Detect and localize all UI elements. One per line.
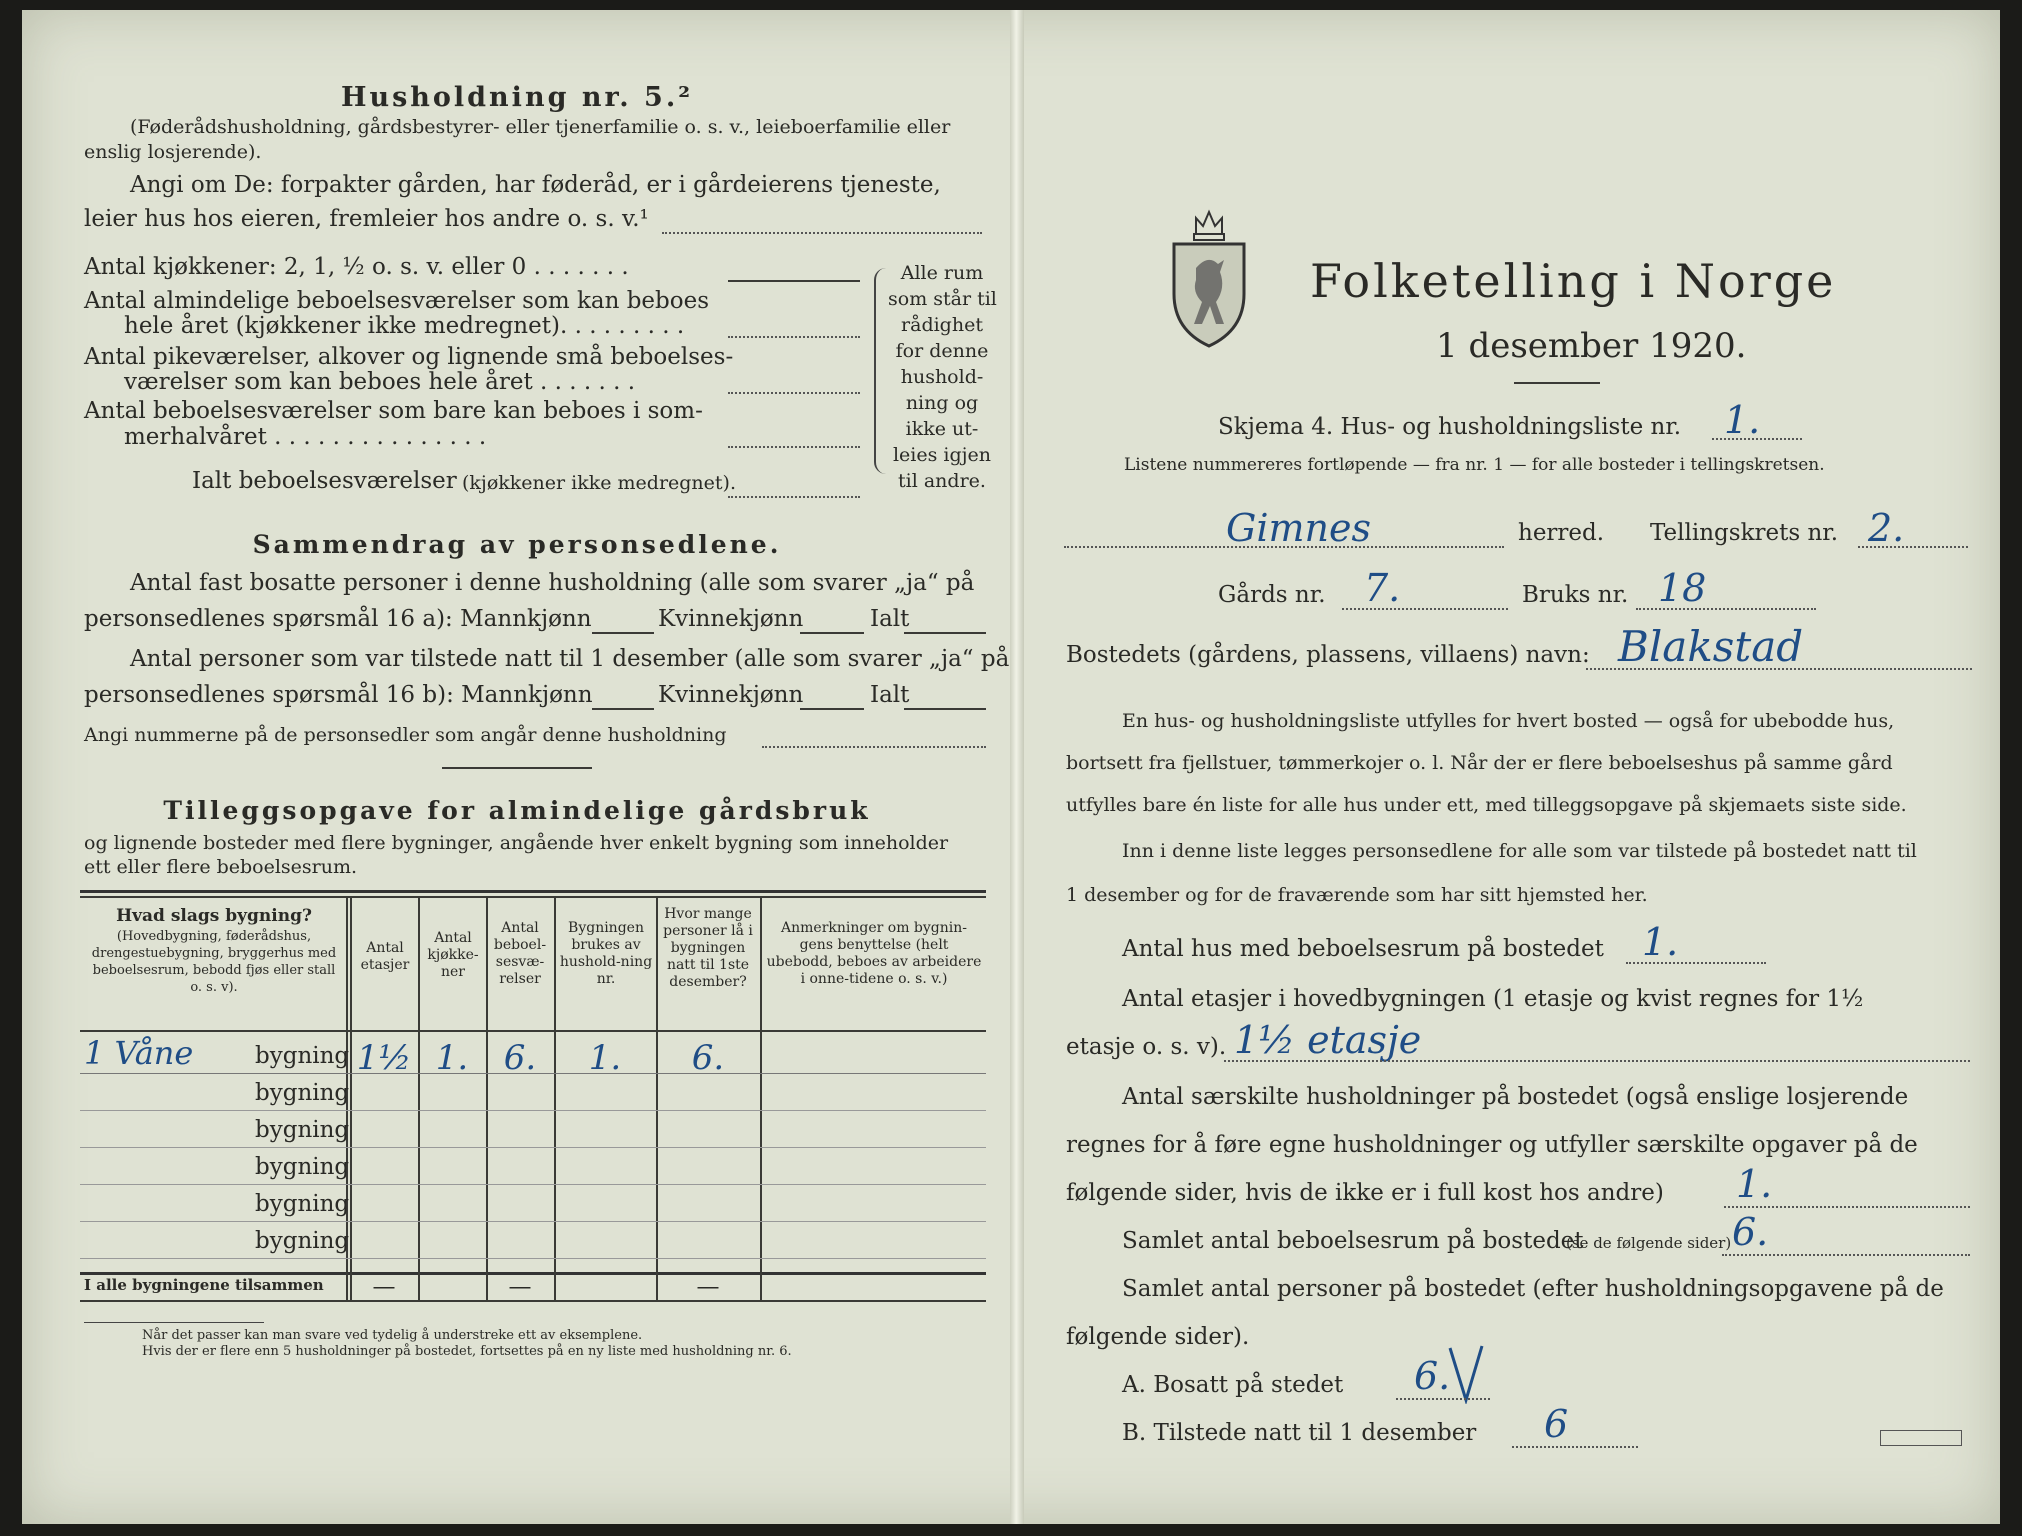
row-label: bygning [255,1043,350,1069]
tillegg-text-1: og lignende bosteder med flere bygninger, angående hver enkelt bygning som inneholder [84,832,949,854]
ialt-label-2: Ialt [870,682,910,708]
samlet-rum-label: Samlet antal beboelsesrum på bostedet [1122,1228,1584,1254]
row-label: bygning [255,1228,350,1254]
header-personer: Hvor mange personer lå i bygningen natt til 1ste desember? [663,906,753,990]
angi-nummer: Angi nummerne på de personsedler som angår denne husholdning [84,724,727,746]
gards-value: 7. [1364,566,1401,610]
antal-hus-label: Antal hus med beboelsesrum på bostedet [1122,936,1604,962]
row-1-etasjer: 1½ [356,1038,412,1078]
summary-line-1: Antal fast bosatte personer i denne husholdning (alle som svarer „ja“ på [130,570,975,596]
table-row [80,1075,986,1112]
rooms-line-7: merhalvåret . . . . . . . . . . . . . . . [124,424,487,450]
tellingskrets-label: Tellingskrets nr. [1650,520,1839,546]
gards-label: Gårds nr. [1218,582,1326,608]
skjema-label: Skjema 4. Hus- og husholdningsliste nr. [1218,414,1682,440]
tilstede-value: 6 [1544,1402,1569,1446]
building-table [80,890,986,1300]
row-label: bygning [255,1154,350,1180]
row-label: bygning [255,1080,350,1106]
tillegg-text-2: ett eller flere beboelsesrum. [84,856,358,878]
info-line-4: Inn i denne liste legges personsedlene for alle som var tilstede på bostedet natt til [1122,840,1917,862]
row-1-husholdning: 1. [588,1038,622,1078]
household-subnote-1: (Føderådshusholdning, gårdsbestyrer- eller tjenerfamilie o. s. v., leieboerfamilie eller [130,116,951,138]
kvinnekjonn-label-2: Kvinnekjønn [658,682,804,708]
rooms-line-3: hele året (kjøkkener ikke medregnet). . . . . . . . . [124,313,685,339]
info-line-1: En hus- og husholdningsliste utfylles for hvert bosted — også for ubebodde hus, [1122,710,1895,732]
listene-note: Listene nummereres fortløpende — fra nr. 1 — for alle bosteder i tellingskretsen. [1124,455,1825,475]
info-line-2: bortsett fra fjellstuer, tømmerkojer o. l. Når der er flere beboelseshus på samme gård [1066,752,1893,774]
census-form-sheet [22,10,2000,1524]
left-page: Husholdning nr. 5.² (Føderådshusholdning, gårdsbestyrer- eller tjenerfamilie o. s. v., leieboerfamilie eller enslig losjerende). Angi om De: forpakter gården, har føderåd, er i gårdeierens tjeneste, leier hus hos eieren, fremleier hos andre o. s. v.¹ Antal kjøkkener: 2, 1, ½ o. s. v. eller 0 . . . . . . . Antal almindelige beboelsesværelser som kan beboes hele året (kjøkkener ikke medregnet). . . . . . . . . Antal pikeværelser, alkover og lignende små beboelses- værelser som kan beboes hele året . . . . . . . Antal beboelsesværelser som bare kan beboes i som- merhalvåret . . . . . . . . . . . . . . . Ialt beboelsesværelser (kjøkkener ikke medregnet). Alle rum som står til rådighet for denne hushold- ning og ikke ut- leies igjen til andre. Sammendrag av personsedlene. Antal fast bosatte personer i denne husholdning (alle som svarer „ja“ på personsedlenes spørsmål 16 a): Mannkjønn Kvinnekjønn Ialt Antal personer som var tilstede natt til 1 desember (alle som svarer „ja“ på personsedlenes spørsmål 16 b): Mannkjønn Kvinnekjønn Ialt Angi nummerne på de personsedler som angår denne husholdning Tilleggsopgave for almindelige gårdsbruk og lignende bosteder med flere bygninger, angående hver enkelt bygning som inneholder ett eller flere beboelsesrum. Hvad slags bygning? (Hovedbygning, føderådshus, drengestuebygning, bryggerhus med beboelsesrum, bebodd fjøs eller stall o. s. v). Antal etasjer Antal kjøkke-ner Antal beboel-sesvæ-relser Bygningen brukes av hushold-ning nr. Hvor mange personer lå i bygningen natt til 1ste desember? Anmerkninger om bygnin-gens benyttelse (helt ubebodd, beboes av arbeidere i onne-tidene o. s. v.) 1 Våne bygning 1½ 1. 6. 1. 6. bygning bygning bygning bygning bygning I alle bygningene tilsammen — — — Når det passer kan man svare ved tydelig å understreke ett av eksemplene. Hvis der er flere enn 5 husholdninger på bostedet, fortsettes på en ny liste med husholdning nr. 6. [22,10,1012,1524]
rooms-total-note: (kjøkkener ikke medregnet). [462,472,736,494]
header-building-kind-detail: (Hovedbygning, føderådshus, drengestuebygning, bryggerhus med beboelsesrum, bebodd fjøs eller stall o. s. v). [91,929,337,995]
checkmark-icon [1446,1344,1486,1404]
rooms-line-6: Antal beboelsesværelser som bare kan beboes i som- [84,398,703,424]
table-row [80,1223,986,1260]
kvinnekjonn-label-1: Kvinnekjønn [658,606,804,632]
etasjer-line-2: etasje o. s. v). [1066,1034,1227,1060]
header-building-kind: Hvad slags bygning? [116,906,312,926]
samlet-personer-line-2: følgende sider). [1066,1324,1250,1350]
info-line-5: 1 desember og for de fraværende som har sitt hjemsted her. [1066,884,1648,906]
etasjer-line-1: Antal etasjer i hovedbygningen (1 etasje og kvist regnes for 1½ [1122,986,1864,1012]
household-title: Husholdning nr. 5.² [340,82,694,113]
row-1-kind: 1 Våne [84,1034,194,1072]
row-1-vaerelser: 6. [503,1038,537,1078]
header-vaerelser: Antal beboel-sesvæ-relser [493,920,547,987]
summary-title: Sammendrag av personsedlene. [252,530,782,559]
coat-of-arms-icon [1166,198,1252,350]
rooms-line-4: Antal pikeværelser, alkover og lignende små beboelses- [84,344,734,370]
total-vaerelser: — [508,1274,532,1300]
footnote-2: Hvis der er flere enn 5 husholdninger på bostedet, fortsettes på en ny liste med husholdning nr. 6. [142,1344,792,1359]
bruks-label: Bruks nr. [1522,582,1629,608]
printer-mark [1880,1430,1962,1446]
summary-line-4: personsedlenes spørsmål 16 b): Mannkjønn [84,682,593,708]
husholdninger-line-3: følgende sider, hvis de ikke er i full kost hos andre) [1066,1180,1664,1206]
tellingskrets-value: 2. [1868,506,1905,550]
rooms-line-5: værelser som kan beboes hele året . . . . . . . [124,369,636,395]
row-1-personer: 6. [691,1038,725,1078]
form-title: Folketelling i Norge [1310,254,1837,308]
herred-label: herred. [1518,520,1605,546]
header-husholdning: Bygningen brukes av hushold-ning nr. [559,920,653,987]
bostedets-value: Blakstad [1618,622,1804,671]
skjema-value: 1. [1724,398,1761,442]
right-page [1018,10,2000,1524]
total-etasjer: — [372,1274,396,1300]
header-etasjer: Antal etasjer [360,940,410,973]
husholdninger-value: 1. [1736,1162,1773,1206]
herred-value: Gimnes [1226,506,1372,550]
bruks-value: 18 [1658,566,1707,610]
tilstede-label: B. Tilstede natt til 1 desember [1122,1420,1477,1446]
row-label: bygning [255,1117,350,1143]
rooms-line-2: Antal almindelige beboelsesværelser som kan beboes [84,288,710,314]
ialt-label-1: Ialt [870,606,910,632]
total-personer: — [696,1274,720,1300]
bosatt-label: A. Bosatt på stedet [1122,1372,1344,1398]
summary-line-2: personsedlenes spørsmål 16 a): Mannkjønn [84,606,592,632]
table-row [80,1112,986,1149]
form-date: 1 desember 1920. [1436,326,1747,366]
header-kjokkener: Antal kjøkke-ner [427,930,479,980]
angi-line-2: leier hus hos eieren, fremleier hos andre o. s. v.¹ [84,206,649,232]
summary-line-3: Antal personer som var tilstede natt til 1 desember (alle som svarer „ja“ på [130,646,1010,672]
rooms-total-label: Ialt beboelsesværelser [192,468,457,494]
rooms-line-1: Antal kjøkkener: 2, 1, ½ o. s. v. eller 0 . . . . . . . [84,254,629,280]
husholdninger-line-2: regnes for å føre egne husholdninger og utfyller særskilte opgaver på de [1066,1132,1918,1158]
row-1-kjokkener: 1. [435,1038,469,1078]
bostedets-label: Bostedets (gårdens, plassens, villaens) navn: [1066,642,1590,668]
etasjer-value: 1½ etasje [1234,1018,1422,1062]
bosatt-value: 6. [1414,1354,1451,1398]
total-label: I alle bygningene tilsammen [84,1276,324,1294]
table-row [80,1034,986,1078]
samlet-personer-line-1: Samlet antal personer på bostedet (efter husholdningsopgavene på de [1122,1276,1944,1302]
samlet-rum-note: (se de følgende sider) [1566,1234,1732,1252]
row-label: bygning [255,1191,350,1217]
table-row [80,1149,986,1186]
antal-hus-value: 1. [1642,920,1679,964]
tillegg-title: Tilleggsopgave for almindelige gårdsbruk [163,796,871,825]
husholdninger-line-1: Antal særskilte husholdninger på bostedet (også enslige losjerende [1122,1084,1909,1110]
footnote-1: Når det passer kan man svare ved tydelig å understreke ett av eksemplene. [142,1328,643,1343]
household-subnote-2: enslig losjerende). [84,141,262,163]
angi-line-1: Angi om De: forpakter gården, har føderåd, er i gårdeierens tjeneste, [130,172,941,198]
info-line-3: utfylles bare én liste for alle hus under ett, med tilleggsopgave på skjemaets siste side. [1066,794,1907,816]
header-anmerkninger: Anmerkninger om bygnin-gens benyttelse (helt ubebodd, beboes av arbeidere i onne-tidene o. s. v.) [766,920,982,987]
samlet-rum-value: 6. [1732,1210,1769,1254]
table-row [80,1186,986,1223]
